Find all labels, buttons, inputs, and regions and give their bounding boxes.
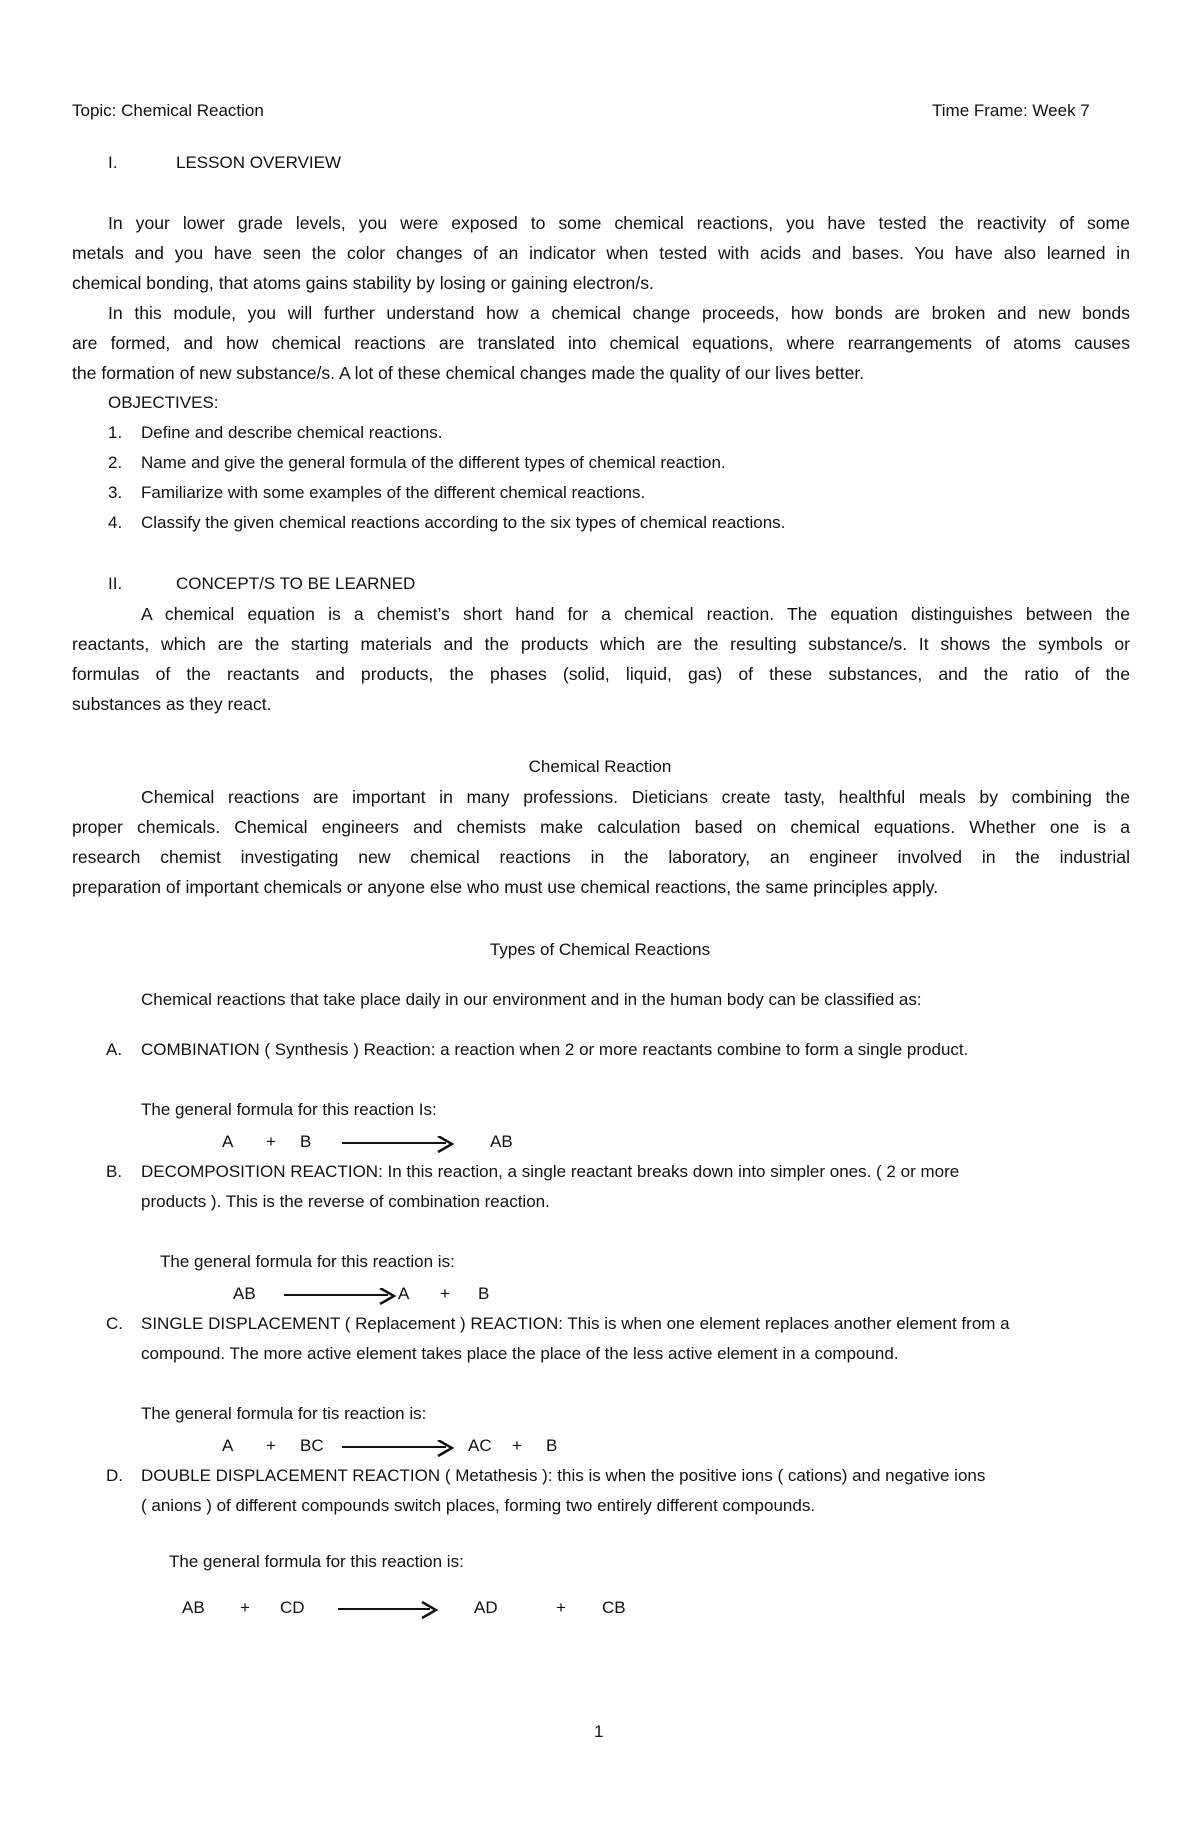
section-2-numeral: II. [108, 574, 123, 593]
type-c-formula-label: The general formula for tis reaction is: [141, 1404, 427, 1423]
formula-term: A [222, 1132, 234, 1151]
formula-plus: + [266, 1132, 276, 1151]
type-b-formula-label: The general formula for this reaction is: [160, 1252, 455, 1271]
concept-line: formulas of the reactants and products, the phases (solid, liquid, gas) of these substances, and the ratio of the [72, 664, 1130, 684]
reaction-arrow-icon [338, 1600, 438, 1620]
type-c-description-cont: compound. The more active element takes place the place of the less active element in a compound. [141, 1344, 899, 1363]
chemical-reaction-line: Chemical reactions are important in many professions. Dieticians create tasty, healthful meals by combining the [141, 787, 1130, 807]
concept-line: A chemical equation is a chemist’s short hand for a chemical reaction. The equation distinguishes between the [141, 604, 1130, 624]
objectives-heading: OBJECTIVES: [108, 393, 219, 412]
chemical-reaction-line: preparation of important chemicals or anyone else who must use chemical reactions, the same principles apply. [72, 877, 939, 897]
chemical-reaction-line: proper chemicals. Chemical engineers and chemists make calculation based on chemical equations. Whether one is a [72, 817, 1130, 837]
type-d-letter: D. [106, 1466, 123, 1485]
objective-number: 1. [108, 423, 123, 442]
objective-number: 3. [108, 483, 123, 502]
objective-number: 4. [108, 513, 123, 532]
type-d-formula-label: The general formula for this reaction is: [169, 1552, 464, 1571]
objective-text: Define and describe chemical reactions. [141, 423, 443, 442]
formula-term: B [478, 1284, 490, 1303]
type-b-description-cont: products ). This is the reverse of combination reaction. [141, 1192, 550, 1211]
type-a-description: COMBINATION ( Synthesis ) Reaction: a reaction when 2 or more reactants combine to form a single product. [141, 1040, 969, 1059]
formula-plus: + [512, 1436, 522, 1455]
types-intro: Chemical reactions that take place daily in our environment and in the human body can be classified as: [141, 990, 922, 1009]
subheading-types: Types of Chemical Reactions [489, 940, 711, 959]
chemical-reaction-line: research chemist investigating new chemical reactions in the laboratory, an engineer involved in the industrial [72, 847, 1130, 867]
formula-plus: + [240, 1598, 250, 1617]
formula-term: A [398, 1284, 410, 1303]
formula-term: CB [602, 1598, 626, 1617]
reaction-arrow-icon [342, 1440, 454, 1460]
type-c-description: SINGLE DISPLACEMENT ( Replacement ) REACTION: This is when one element replaces another element from a [141, 1314, 1010, 1333]
objective-text: Classify the given chemical reactions according to the six types of chemical reactions. [141, 513, 786, 532]
overview-line: are formed, and how chemical reactions are translated into chemical equations, where rearrangements of atoms causes [72, 333, 1130, 353]
formula-term: CD [280, 1598, 305, 1617]
page-number: 1 [594, 1722, 604, 1741]
type-a-formula-label: The general formula for this reaction Is: [141, 1100, 437, 1119]
type-c-letter: C. [106, 1314, 123, 1333]
formula-term: B [546, 1436, 558, 1455]
overview-line: In your lower grade levels, you were exposed to some chemical reactions, you have tested the reactivity of some [108, 213, 1130, 233]
type-d-description: DOUBLE DISPLACEMENT REACTION ( Metathesis ): this is when the positive ions ( cations) and negative ions [141, 1466, 986, 1485]
formula-term: AD [474, 1598, 498, 1617]
formula-term: AB [490, 1132, 513, 1151]
section-1-title: LESSON OVERVIEW [176, 153, 342, 172]
section-1-numeral: I. [108, 153, 118, 172]
overview-line: the formation of new substance/s. A lot of these chemical changes made the quality of our lives better. [72, 363, 865, 383]
reaction-arrow-icon [342, 1136, 454, 1156]
formula-term: BC [300, 1436, 324, 1455]
objective-text: Name and give the general formula of the different types of chemical reaction. [141, 453, 726, 472]
formula-term: A [222, 1436, 234, 1455]
formula-plus: + [266, 1436, 276, 1455]
formula-term: B [300, 1132, 312, 1151]
type-d-description-cont: ( anions ) of different compounds switch places, forming two entirely different compounds. [141, 1496, 816, 1515]
type-b-description: DECOMPOSITION REACTION: In this reaction, a single reactant breaks down into simpler ones. ( 2 or more [141, 1162, 960, 1181]
formula-term: AB [182, 1598, 205, 1617]
reaction-arrow-icon [284, 1288, 396, 1308]
formula-term: AC [468, 1436, 492, 1455]
topic-label: Topic: Chemical Reaction [72, 101, 264, 120]
formula-plus: + [556, 1598, 566, 1617]
overview-line: metals and you have seen the color changes of an indicator when tested with acids and bases. You have also learned in [72, 243, 1130, 263]
overview-line: In this module, you will further understand how a chemical change proceeds, how bonds are broken and new bonds [108, 303, 1130, 323]
objective-text: Familiarize with some examples of the different chemical reactions. [141, 483, 646, 502]
type-b-letter: B. [106, 1162, 123, 1181]
formula-plus: + [440, 1284, 450, 1303]
time-frame-label: Time Frame: Week 7 [932, 101, 1090, 120]
objective-number: 2. [108, 453, 123, 472]
concept-line: substances as they react. [72, 694, 272, 714]
type-a-letter: A. [106, 1040, 123, 1059]
formula-term: AB [233, 1284, 256, 1303]
section-2-title: CONCEPT/S TO BE LEARNED [176, 574, 416, 593]
subheading-chemical-reaction: Chemical Reaction [528, 757, 672, 776]
overview-line: chemical bonding, that atoms gains stability by losing or gaining electron/s. [72, 273, 654, 293]
concept-line: reactants, which are the starting materials and the products which are the resulting substance/s. It shows the symbols or [72, 634, 1130, 654]
